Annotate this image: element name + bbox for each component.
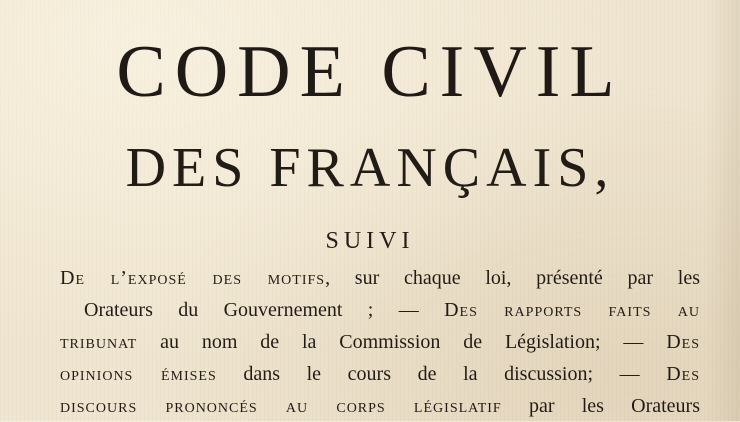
text-line-5	[60, 390, 700, 422]
suivi-heading: SUIVI	[325, 228, 415, 254]
text-run: par les Orateurs	[501, 395, 700, 417]
text-run: au nom de la Commission de Législation; —	[137, 331, 667, 353]
text-line-2	[60, 294, 700, 326]
text-smallcaps: Des rapports faits au	[444, 299, 700, 321]
text-smallcaps: Des	[666, 331, 700, 353]
text-smallcaps: opinions émises	[60, 363, 217, 385]
text-run: Orateurs du Gouvernement ; —	[84, 299, 445, 321]
text-smallcaps: De l’exposé des motifs	[60, 267, 326, 289]
text-line-1	[60, 262, 700, 294]
text-run: dans le cours de la discussion; —	[216, 363, 667, 385]
text-smallcaps: tribunat	[60, 331, 138, 353]
text-line-3	[60, 326, 700, 358]
main-title: CODE CIVIL	[116, 31, 624, 113]
description-paragraph	[60, 262, 700, 422]
text-smallcaps: Des	[666, 363, 700, 385]
text-line-4	[60, 358, 700, 390]
subtitle: DES FRANÇAIS,	[125, 137, 615, 199]
page-edge-shadow	[704, 0, 740, 421]
text-run: , sur chaque loi, présenté par les	[325, 267, 700, 289]
text-smallcaps: discours prononcés au corps législatif	[60, 395, 502, 417]
